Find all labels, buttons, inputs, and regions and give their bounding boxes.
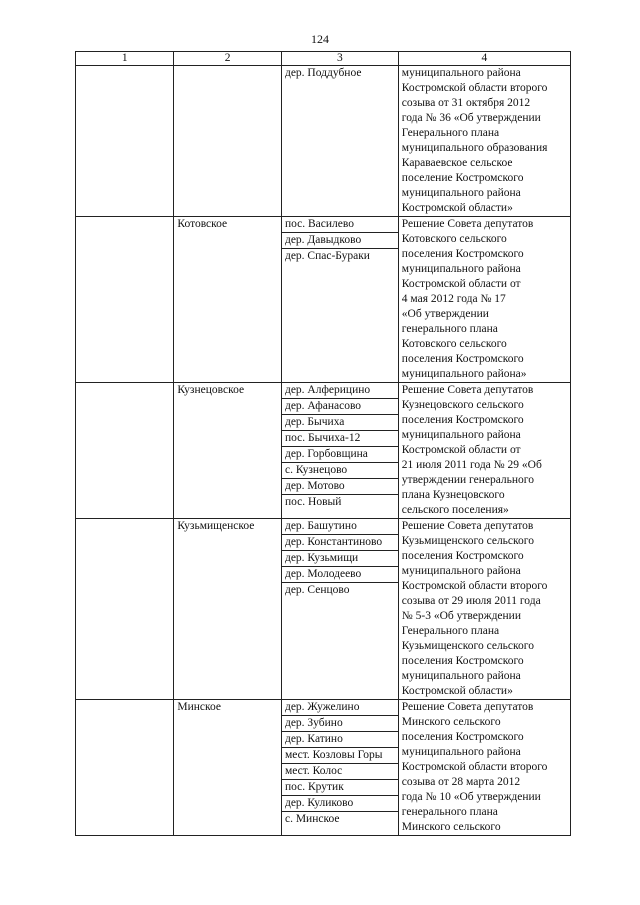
locality-item: дер. Мотово xyxy=(282,479,398,495)
decision-line: Генерального плана xyxy=(401,625,500,637)
locality-item: пос. Крутик xyxy=(282,780,398,796)
locality-item: дер. Поддубное xyxy=(284,67,362,79)
table-header-row xyxy=(76,52,571,66)
decision-line: поселения Костромского xyxy=(401,731,524,743)
locality-item: дер. Куликово xyxy=(282,796,398,812)
decision-line: муниципального района xyxy=(401,565,521,577)
decision-line: муниципального района» xyxy=(401,368,527,380)
settlement-name: Минское xyxy=(174,700,282,836)
decision-line: 4 мая 2012 года № 17 xyxy=(401,293,506,305)
locality-item: мест. Козловы Горы xyxy=(282,748,398,764)
locality-item: с. Кузнецово xyxy=(282,463,398,479)
column-header-2: 2 xyxy=(174,52,282,66)
decision-line: № 5-3 «Об утверждении xyxy=(401,610,521,622)
decision-line: Котовского сельского xyxy=(401,338,507,350)
settlement-name: Котовское xyxy=(174,217,282,383)
locality-item: дер. Бычиха xyxy=(282,415,398,431)
decision-line: Генерального плана xyxy=(401,127,500,139)
decision-text xyxy=(398,66,570,217)
locality-item: дер. Спас-Бураки xyxy=(284,250,370,262)
decision-line: созыва от 29 июля 2011 года xyxy=(401,595,541,607)
decision-line: поселения Костромского xyxy=(401,248,524,260)
decision-text xyxy=(398,217,570,383)
locality-item: дер. Давыдково xyxy=(282,233,398,249)
decision-line: муниципального района xyxy=(401,429,521,441)
locality-item: дер. Зубино xyxy=(282,716,398,732)
decision-line: муниципального района xyxy=(401,187,521,199)
locality-item: дер. Башутино xyxy=(282,519,398,535)
localities-cell xyxy=(281,700,398,836)
decision-line: Костромской области второго xyxy=(401,761,548,773)
locality-item: дер. Катино xyxy=(282,732,398,748)
locality-item: дер. Жужелино xyxy=(282,700,398,716)
cell-column-1 xyxy=(76,217,174,383)
localities-cell xyxy=(281,66,398,217)
decision-line: сельского поселения» xyxy=(401,504,509,516)
table-row xyxy=(76,217,571,383)
decision-line: Минского сельского xyxy=(401,716,501,728)
decision-line: Костромской области второго xyxy=(401,580,548,592)
settlement-name: Кузьмищенское xyxy=(174,519,282,700)
localities-cell xyxy=(281,519,398,700)
decision-line: Решение Совета депутатов xyxy=(401,701,534,713)
decision-line: Костромской области» xyxy=(401,685,513,697)
decision-line: генерального плана xyxy=(401,323,498,335)
decision-line: созыва от 31 октября 2012 xyxy=(401,97,531,109)
decision-line: Минского сельского xyxy=(401,821,501,833)
table-row xyxy=(76,66,571,217)
decision-line: муниципального района xyxy=(401,670,521,682)
localities-cell xyxy=(281,217,398,383)
locality-item: дер. Кузьмищи xyxy=(282,551,398,567)
locality-item: дер. Горбовщина xyxy=(282,447,398,463)
decision-line: года № 10 «Об утверждении xyxy=(401,791,541,803)
decision-line: Решение Совета депутатов xyxy=(401,384,534,396)
decision-line: поселения Костромского xyxy=(401,550,524,562)
settlements-table xyxy=(75,51,571,836)
decision-line: поселение Костромского xyxy=(401,172,524,184)
localities-list xyxy=(282,700,398,827)
decision-text xyxy=(398,383,570,519)
decision-text xyxy=(398,519,570,700)
table-body xyxy=(76,66,571,836)
decision-line: года № 36 «Об утверждении xyxy=(401,112,541,124)
decision-line: Кузьмищенского сельского xyxy=(401,535,534,547)
decision-line: муниципального района xyxy=(401,263,521,275)
decision-line: Решение Совета депутатов xyxy=(401,218,534,230)
decision-line: Котовского сельского xyxy=(401,233,507,245)
cell-column-1 xyxy=(76,66,174,217)
locality-item: дер. Сенцово xyxy=(284,584,350,596)
column-header-3: 3 xyxy=(281,52,398,66)
locality-item: пос. Новый xyxy=(284,496,342,508)
decision-line: Кузнецовского сельского xyxy=(401,399,524,411)
decision-line: Костромской области» xyxy=(401,202,513,214)
decision-line: «Об утверждении xyxy=(401,308,489,320)
cell-column-1 xyxy=(76,519,174,700)
table-row xyxy=(76,519,571,700)
decision-line: 21 июля 2011 года № 29 «Об xyxy=(401,459,542,471)
localities-list xyxy=(282,217,398,264)
locality-item: мест. Колос xyxy=(282,764,398,780)
locality-item: дер. Константиново xyxy=(282,535,398,551)
decision-line: созыва от 28 марта 2012 xyxy=(401,776,521,788)
page-number: 124 xyxy=(311,32,329,46)
locality-item: пос. Василево xyxy=(282,217,398,233)
locality-item: дер. Алферицино xyxy=(282,383,398,399)
decision-line: муниципального района xyxy=(401,67,521,79)
settlement-name xyxy=(174,66,282,217)
decision-line: Костромской области от xyxy=(401,278,521,290)
decision-line: генерального плана xyxy=(401,806,498,818)
decision-line: плана Кузнецовского xyxy=(401,489,505,501)
localities-list xyxy=(282,519,398,598)
table-row xyxy=(76,700,571,836)
column-header-1: 1 xyxy=(76,52,174,66)
locality-item: пос. Бычиха-12 xyxy=(282,431,398,447)
decision-line: Решение Совета депутатов xyxy=(401,520,534,532)
locality-item: с. Минское xyxy=(284,813,340,825)
cell-column-1 xyxy=(76,700,174,836)
decision-line: поселения Костромского xyxy=(401,353,524,365)
cell-column-1 xyxy=(76,383,174,519)
localities-list xyxy=(282,383,398,510)
decision-line: Караваевское сельское xyxy=(401,157,513,169)
settlement-name: Кузнецовское xyxy=(174,383,282,519)
decision-line: муниципального района xyxy=(401,746,521,758)
decision-line: утверждении генерального xyxy=(401,474,534,486)
decision-line: муниципального образования xyxy=(401,142,548,154)
localities-cell xyxy=(281,383,398,519)
decision-line: поселения Костромского xyxy=(401,655,524,667)
column-header-4: 4 xyxy=(398,52,570,66)
locality-item: дер. Молодеево xyxy=(282,567,398,583)
decision-line: Костромской области от xyxy=(401,444,521,456)
decision-line: поселения Костромского xyxy=(401,414,524,426)
decision-text xyxy=(398,700,570,836)
locality-item: дер. Афанасово xyxy=(282,399,398,415)
decision-line: Кузьмищенского сельского xyxy=(401,640,534,652)
localities-list xyxy=(282,66,398,81)
decision-line: Костромской области второго xyxy=(401,82,548,94)
table-row xyxy=(76,383,571,519)
